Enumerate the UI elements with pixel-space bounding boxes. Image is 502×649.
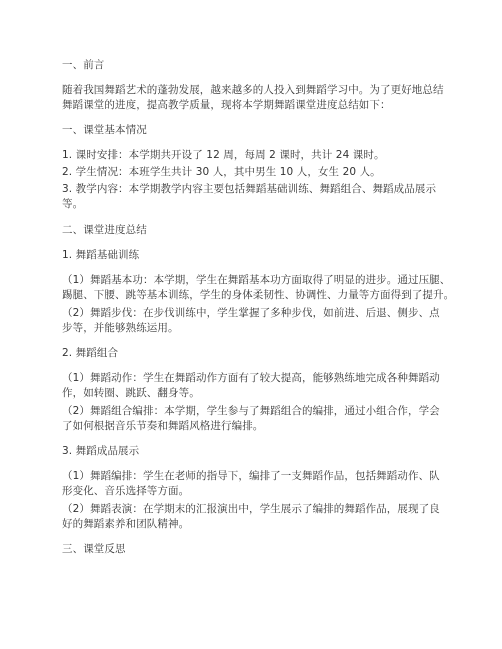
combination-p2-line-1: （2）舞蹈组合编排：本学期，学生参与了舞蹈组合的编排，通过小组合作，学会 [62, 405, 440, 417]
subsection-title-basic-training: 1. 舞蹈基础训练 [62, 249, 140, 261]
basic-training-p2-line-2: 步等，并能够熟练运用。 [62, 322, 179, 334]
basic-info-item-3-line-1: 3. 教学内容：本学期教学内容主要包括舞蹈基础训练、舞蹈组合、舞蹈成品展示 [62, 183, 437, 195]
basic-training-p1-line-1: （1）舞蹈基本功：本学期，学生在舞蹈基本功方面取得了明显的进步。通过压腿、 [62, 274, 451, 286]
basic-training-p1-line-2: 踢腿、下腰、跳等基本训练，学生的身体柔韧性、协调性、力量等方面得到了提升。 [62, 289, 455, 301]
showcase-p2-line-2: 好的舞蹈素养和团队精神。 [62, 518, 190, 530]
combination-p2-line-2: 了如何根据音乐节奏和舞蹈风格进行编排。 [62, 420, 264, 432]
subsection-title-showcase: 3. 舞蹈成品展示 [62, 445, 140, 457]
showcase-p1-line-1: （1）舞蹈编排：学生在老师的指导下，编排了一支舞蹈作品，包括舞蹈动作、队 [62, 470, 440, 482]
section-title-reflection: 三、课堂反思 [62, 543, 126, 555]
section-title-progress: 二、课堂进度总结 [62, 224, 147, 236]
combination-p1-line-2: 作，如转圈、跳跃、翻身等。 [62, 387, 200, 399]
showcase-p1-line-2: 形变化、音乐选择等方面。 [62, 485, 190, 497]
section-title-basic-info: 一、课堂基本情况 [62, 124, 147, 136]
basic-info-item-3-line-2: 等。 [62, 198, 84, 210]
intro-line-1: 随着我国舞蹈艺术的蓬勃发展，越来越多的人投入到舞蹈学习中。为了更好地总结 [62, 84, 444, 96]
subsection-title-combination: 2. 舞蹈组合 [62, 347, 119, 359]
basic-info-item-1: 1. 课时安排：本学期共开设了 12 周，每周 2 课时，共计 24 课时。 [62, 149, 385, 161]
combination-p1-line-1: （1）舞蹈动作：学生在舞蹈动作方面有了较大提高，能够熟练地完成各种舞蹈动 [62, 372, 440, 384]
section-title-preface: 一、前言 [62, 59, 105, 71]
basic-training-p2-line-1: （2）舞蹈步伐：在步伐训练中，学生掌握了多种步伐，如前进、后退、侧步、点 [62, 307, 440, 319]
basic-info-item-2: 2. 学生情况：本班学生共计 30 人，其中男生 10 人，女生 20 人。 [62, 166, 381, 178]
showcase-p2-line-1: （2）舞蹈表演：在学期末的汇报演出中，学生展示了编排的舞蹈作品，展现了良 [62, 503, 440, 515]
intro-line-2: 舞蹈课堂的进度，提高教学质量，现将本学期舞蹈课堂进度总结如下： [62, 99, 391, 111]
